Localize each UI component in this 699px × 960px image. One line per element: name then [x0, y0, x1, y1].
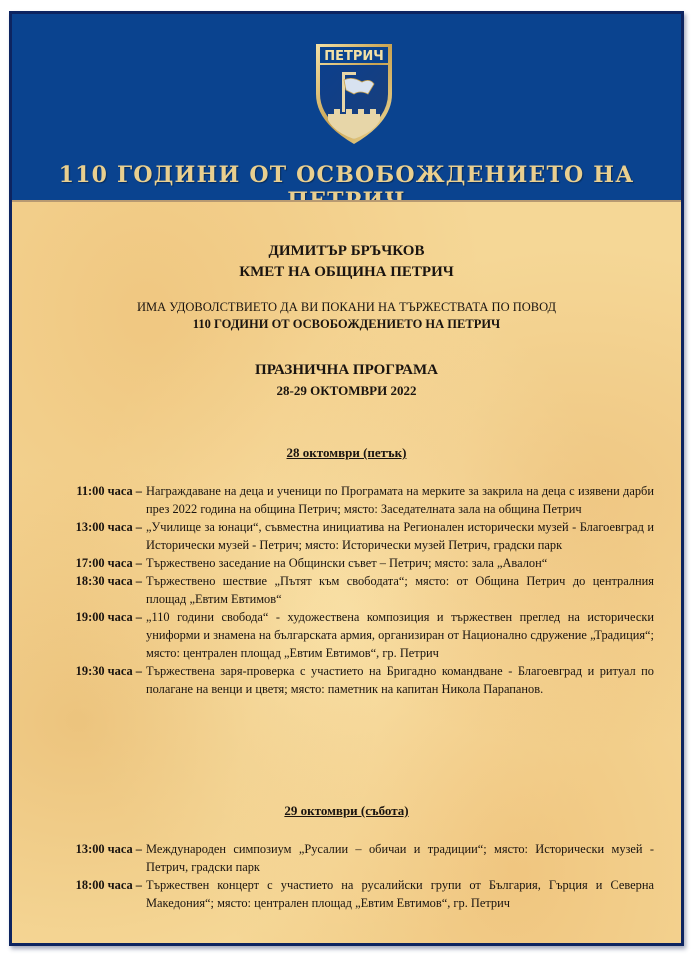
program-dates: 28-29 ОКТОМВРИ 2022 — [276, 383, 417, 398]
event-description: Тържествено шествие „Пътят към свободата“; място: от Община Петрич до централния площад „Евтим Евтимов“ — [146, 574, 654, 606]
event-item — [60, 482, 654, 518]
event-item — [60, 518, 654, 554]
event-item — [60, 662, 654, 698]
events-list-oct-28 — [60, 482, 654, 698]
mayor-title: КМЕТ НА ОБЩИНА ПЕТРИЧ — [239, 264, 454, 280]
event-description: Тържествен концерт с участието на русалийски групи от България, Гърция и Северна Македония“; място: централен площад „Евтим Евтимов“, гр. Петрич — [146, 878, 654, 910]
program-title: ПРАЗНИЧНА ПРОГРАМА — [255, 362, 438, 378]
petrich-crest-icon — [314, 42, 394, 146]
main-title: 110 ГОДИНИ ОТ ОСВОБОЖДЕНИЕТО НА — [58, 162, 635, 188]
event-description: Тържествено заседание на Общински съвет – Петрич; място: зала „Авалон“ — [146, 556, 548, 570]
invitation-line-1: ИМА УДОВОЛСТВИЕТО ДА ВИ ПОКАНИ НА ТЪРЖЕСТВАТА ПО ПОВОД — [136, 300, 557, 314]
event-time: 13:00 часа – — [75, 520, 142, 534]
event-time: 17:00 часа – — [75, 556, 142, 570]
day-heading-text: 28 октомври (петък) — [286, 445, 407, 460]
event-description: „Училище за юнаци“, съвместна инициатива на Регионален исторически музей - Благоевград и Исторически музей - Петрич; място: Исторически музей Петрич, градски парк — [146, 520, 654, 552]
events-list-oct-29 — [60, 840, 654, 912]
event-description: Тържествена заря-проверка с участието на Бригадно командване - Благоевград и ритуал по полагане на венци и цветя; място: паметник на капитан Никола Парапанов. — [146, 664, 654, 696]
event-time: 18:00 часа – — [75, 878, 142, 892]
event-description: Награждаване на деца и ученици по Програмата на мерките за закрила на деца с изявени дарби през 2022 година на община Петрич; място: Заседателната зала на община Петрич — [146, 484, 654, 516]
event-item — [60, 608, 654, 662]
event-item — [60, 572, 654, 608]
day-heading-text: 29 октомври (събота) — [284, 803, 409, 818]
event-item — [60, 876, 654, 912]
event-time: 19:30 часа – — [75, 664, 142, 678]
event-item — [60, 840, 654, 876]
day-heading-oct-28 — [12, 445, 681, 461]
invitation-frame — [9, 11, 684, 946]
header-banner — [12, 14, 681, 200]
event-time: 18:30 часа – — [75, 574, 142, 588]
event-time: 13:00 часа – — [75, 842, 142, 856]
event-time: 11:00 часа – — [76, 484, 142, 498]
mayor-name: ДИМИТЪР БРЪЧКОВ — [268, 243, 425, 259]
event-item — [60, 554, 654, 572]
crest-label: ПЕТРИЧ — [324, 49, 384, 64]
day-heading-oct-29 — [12, 803, 681, 819]
event-description: „110 години свобода“ - художествена композиция и тържествен преглед на исторически униформи и знамена на българската армия, организиран от Национално сдружение „Традиция“; място: централен площад „Евтим Евтимов“, гр. Петрич — [146, 610, 654, 660]
invitation-line-2: 110 ГОДИНИ ОТ ОСВОБОЖДЕНИЕТО НА ПЕТРИЧ — [192, 317, 501, 331]
event-time: 19:00 часа – — [75, 610, 142, 624]
event-description: Международен симпозиум „Русалии – обичаи и традиции“; място: Исторически музей - Петрич, градски парк — [146, 842, 654, 874]
parchment-body — [12, 200, 681, 943]
